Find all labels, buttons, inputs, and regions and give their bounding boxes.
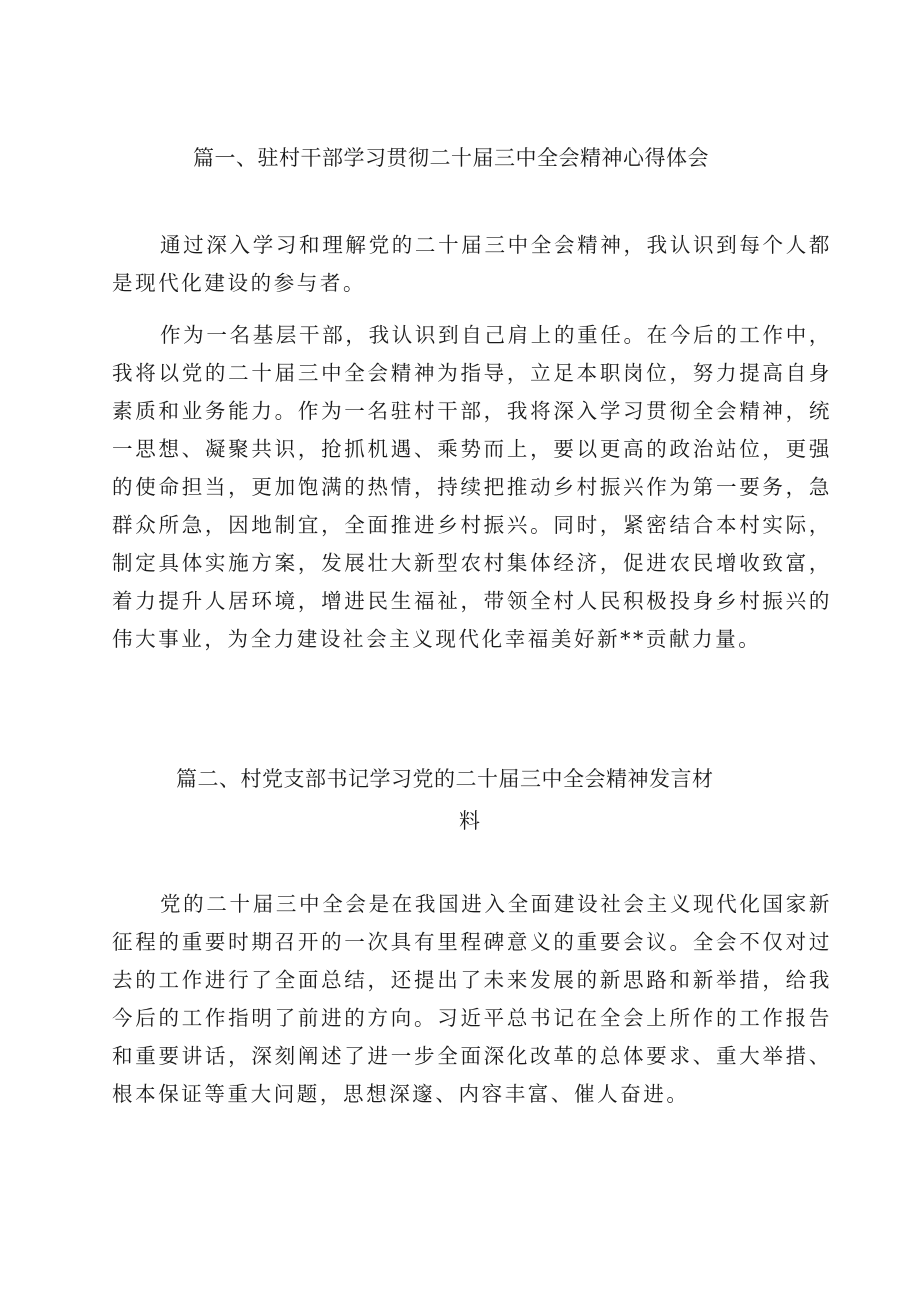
section2-title-line2: 料 [459,809,481,833]
section2-title-line1: 篇二、村党支部书记学习党的二十届三中全会精神发言材 [176,767,714,791]
section1-paragraph-1: 通过深入学习和理解党的二十届三中全会精神，我认识到每个人都是现代化建设的参与者。 [112,233,832,295]
section1-title: 篇一、驻村干部学习贯彻二十届三中全会精神心得体会 [193,146,709,170]
section1-paragraph-2: 作为一名基层干部，我认识到自己肩上的重任。在今后的工作中，我将以党的二十届三中全会精神为指导，立足本职岗位，努力提高自身素质和业务能力。作为一名驻村干部，我将深入学习贯彻全会精神，统一思想、凝聚共识，抢抓机遇、乘势而上，要以更高的政治站位，更强的使命担当，更加饱满的热情，持续把推动乡村振兴作为第一要务，急群众所急，因地制宜，全面推进乡村振兴。同时，紧密结合本村实际，制定具体实施方案，发展壮大新型农村集体经济，促进农民增收致富，着力提升人居环境，增进民生福祉，带领全村人民积极投身乡村振兴的伟大事业，为全力建设社会主义现代化幸福美好新**贡献力量。 [112,323,832,651]
section2-paragraph-1: 党的二十届三中全会是在我国进入全面建设社会主义现代化国家新征程的重要时期召开的一次具有里程碑意义的重要会议。全会不仅对过去的工作进行了全面总结，还提出了未来发展的新思路和新举措，给我今后的工作指明了前进的方向。习近平总书记在全会上所作的工作报告和重要讲话，深刻阐述了进一步全面深化改革的总体要求、重大举措、根本保证等重大问题，思想深邃、内容丰富、催人奋进。 [112,892,832,1106]
